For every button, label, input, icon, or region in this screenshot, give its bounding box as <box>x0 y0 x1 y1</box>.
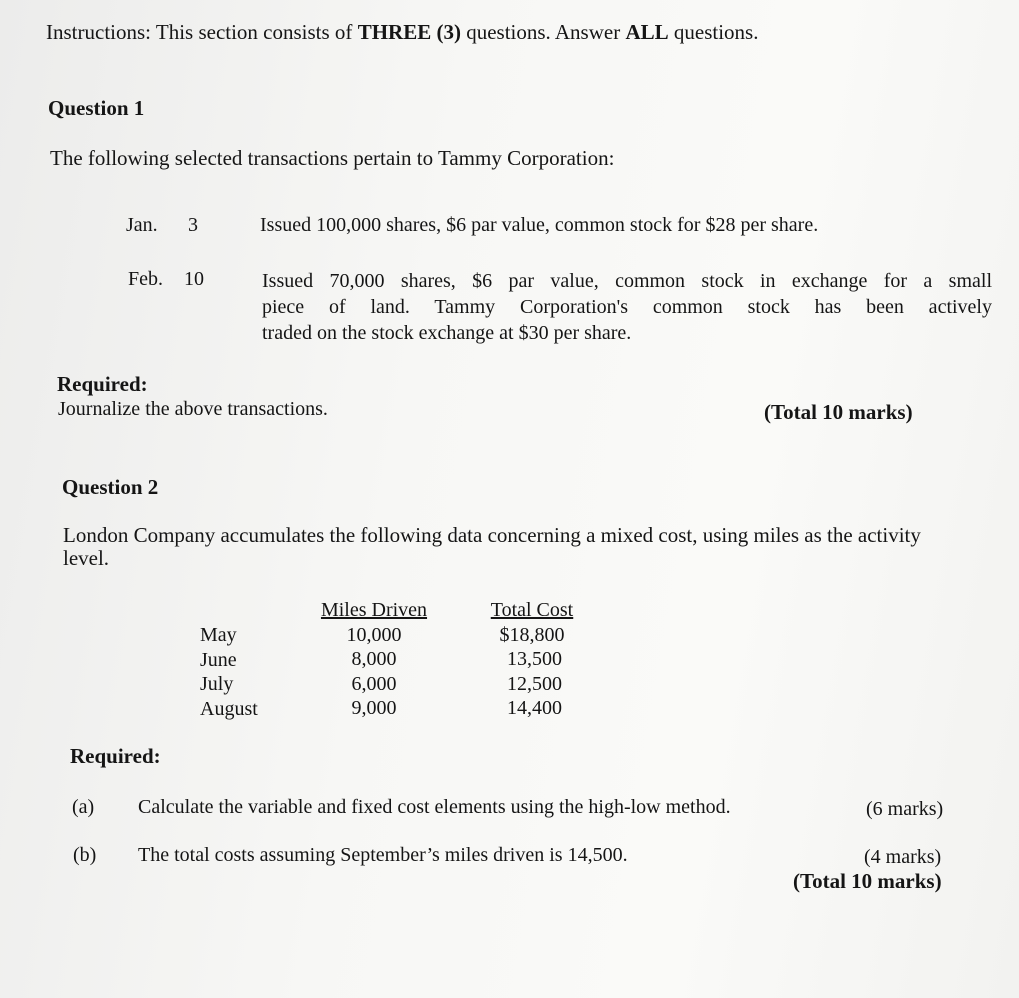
transaction-2-month: Feb. <box>128 268 163 290</box>
question-2-required-label: Required: <box>70 744 161 768</box>
table-cell-month: June <box>200 648 237 671</box>
transaction-2-text <box>262 268 992 346</box>
cost-column <box>484 598 580 721</box>
table-cell-cost: 14,400 <box>507 697 562 719</box>
question-1-total-marks: (Total 10 marks) <box>764 400 913 424</box>
transaction-2-line: Issued 70,000 shares, $6 par value, common stock in exchange for a small <box>262 270 992 292</box>
miles-column <box>314 598 434 721</box>
transaction-2-line: traded on the stock exchange at $30 per share. <box>262 322 632 344</box>
transaction-2-day: 10 <box>184 268 204 290</box>
miles-driven-header: Miles Driven <box>320 599 428 621</box>
table-cell-miles: 8,000 <box>351 648 397 670</box>
question-1-required-label: Required: <box>57 372 148 396</box>
question-2-total-marks: (Total 10 marks) <box>793 869 942 893</box>
table-cell-month: July <box>200 673 234 695</box>
instructions <box>46 20 758 45</box>
question-1-required-text: Journalize the above transactions. <box>58 398 328 420</box>
question-1-intro: The following selected transactions pertain to Tammy Corporation: <box>50 146 615 170</box>
instructions-prefix: Instructions: This section consists of <box>46 20 358 44</box>
item-b-marks: (4 marks) <box>864 846 942 868</box>
item-b-letter: (b) <box>73 844 97 866</box>
total-cost-header: Total Cost <box>490 599 574 621</box>
table-cell-cost: 12,500 <box>507 672 562 695</box>
item-a-text: Calculate the variable and fixed cost elements using the high-low method. <box>138 796 731 818</box>
instructions-middle: questions. Answer <box>460 20 626 44</box>
transaction-2-line: piece of land. Tammy Corporation's common stock has been actively <box>262 296 992 318</box>
month-column <box>200 623 300 721</box>
table-cell-cost: 13,500 <box>507 648 562 670</box>
transaction-1-text: Issued 100,000 shares, $6 par value, common stock for $28 per share. <box>260 214 819 236</box>
transaction-1-day: 3 <box>188 214 198 236</box>
question-2-title: Question 2 <box>62 475 159 499</box>
table-cell-miles: 9,000 <box>351 697 397 719</box>
item-b-text: The total costs assuming September’s miles driven is 14,500. <box>138 844 628 866</box>
table-cell-miles: 10,000 <box>346 623 402 646</box>
table-cell-cost: $18,800 <box>499 623 565 646</box>
item-a-letter: (a) <box>72 796 95 818</box>
table-cell-miles: 6,000 <box>351 672 397 695</box>
table-cell-month: August <box>200 697 258 720</box>
instructions-all: ALL <box>625 20 669 44</box>
question-2-intro: London Company accumulates the following data concerning a mixed cost, using miles as the activity level. <box>63 523 921 570</box>
instructions-suffix: questions. <box>668 20 759 44</box>
question-1-title: Question 1 <box>48 96 145 120</box>
transaction-1-month: Jan. <box>126 214 158 236</box>
instructions-count: THREE (3) <box>357 20 461 44</box>
table-cell-month: May <box>200 624 237 646</box>
item-a-marks: (6 marks) <box>866 798 944 820</box>
